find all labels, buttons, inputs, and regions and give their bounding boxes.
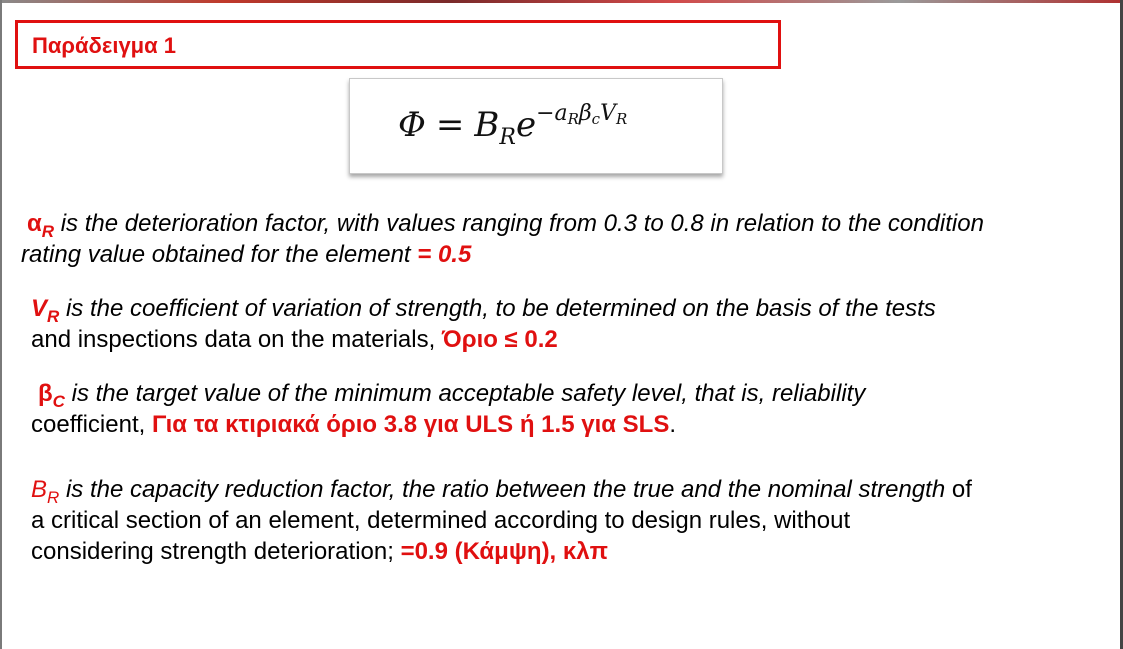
alpha-symbol: $\alpha_R$ — [27, 210, 55, 241]
formula-exponent — [536, 101, 627, 126]
beta-trail: . — [669, 411, 676, 438]
beta-text-1: is the target value of the minimum acceptable safety level, that is, reliability — [64, 380, 866, 407]
paragraph-br-line3 — [31, 536, 608, 567]
alpha-text-2: rating value obtained for the element — [21, 241, 418, 268]
br-text-3: considering strength deterioration; — [31, 538, 401, 565]
br-symbol: $B_R$ — [31, 476, 60, 507]
beta-value: Για τα κτιριακά όριο 3.8 για ULS ή 1.5 για SLS — [151, 411, 670, 438]
exp-v: V — [600, 101, 616, 126]
paragraph-br-line2 — [31, 505, 850, 536]
formula-lhs: Φ — [398, 105, 426, 145]
vr-symbol: $V_R$ — [31, 295, 60, 326]
exp-v-sub: R — [615, 110, 628, 128]
exp-b: β — [578, 101, 592, 126]
formula-base-sub: R — [499, 125, 516, 150]
alpha-text-1: is the deterioration factor, with values ranging from 0.3 to 0.8 in relation to the condition — [54, 210, 984, 237]
vr-text-2: and inspections data on the materials, — [31, 326, 442, 353]
formula — [398, 101, 627, 150]
formula-e: e — [515, 105, 537, 145]
exp-a: a — [554, 101, 568, 126]
br-text-2: a critical section of an element, determined according to design rules, without — [31, 507, 851, 534]
formula-box — [349, 78, 723, 174]
beta-symbol: $\beta_C$ — [38, 380, 65, 411]
br-text-1: is the capacity reduction factor, the ratio between the true and the nominal strength — [59, 476, 946, 503]
vr-text-1: is the coefficient of variation of strength, to be determined on the basis of the tests — [59, 295, 936, 322]
slide-title: Παράδειγμα 1 — [32, 33, 177, 58]
formula-equals: = — [435, 105, 465, 145]
exp-a-sub: R — [567, 110, 579, 128]
title-box — [15, 20, 781, 69]
paragraph-alpha-line2 — [21, 239, 471, 270]
top-decorative-strip — [0, 0, 1123, 3]
exp-prefix: − — [536, 101, 555, 126]
alpha-value: = 0.5 — [417, 241, 472, 268]
paragraph-vr-line2 — [31, 324, 558, 355]
paragraph-beta-line2 — [31, 409, 676, 440]
beta-text-2: coefficient, — [31, 411, 152, 438]
br-text-1-tail: of — [945, 476, 972, 503]
formula-base: B — [474, 105, 500, 145]
br-value: =0.9 (Κάμψη), κλπ — [400, 538, 608, 565]
left-border — [0, 0, 2, 649]
exp-b-sub: c — [591, 110, 601, 128]
vr-value: Όριο ≤ 0.2 — [441, 326, 558, 353]
